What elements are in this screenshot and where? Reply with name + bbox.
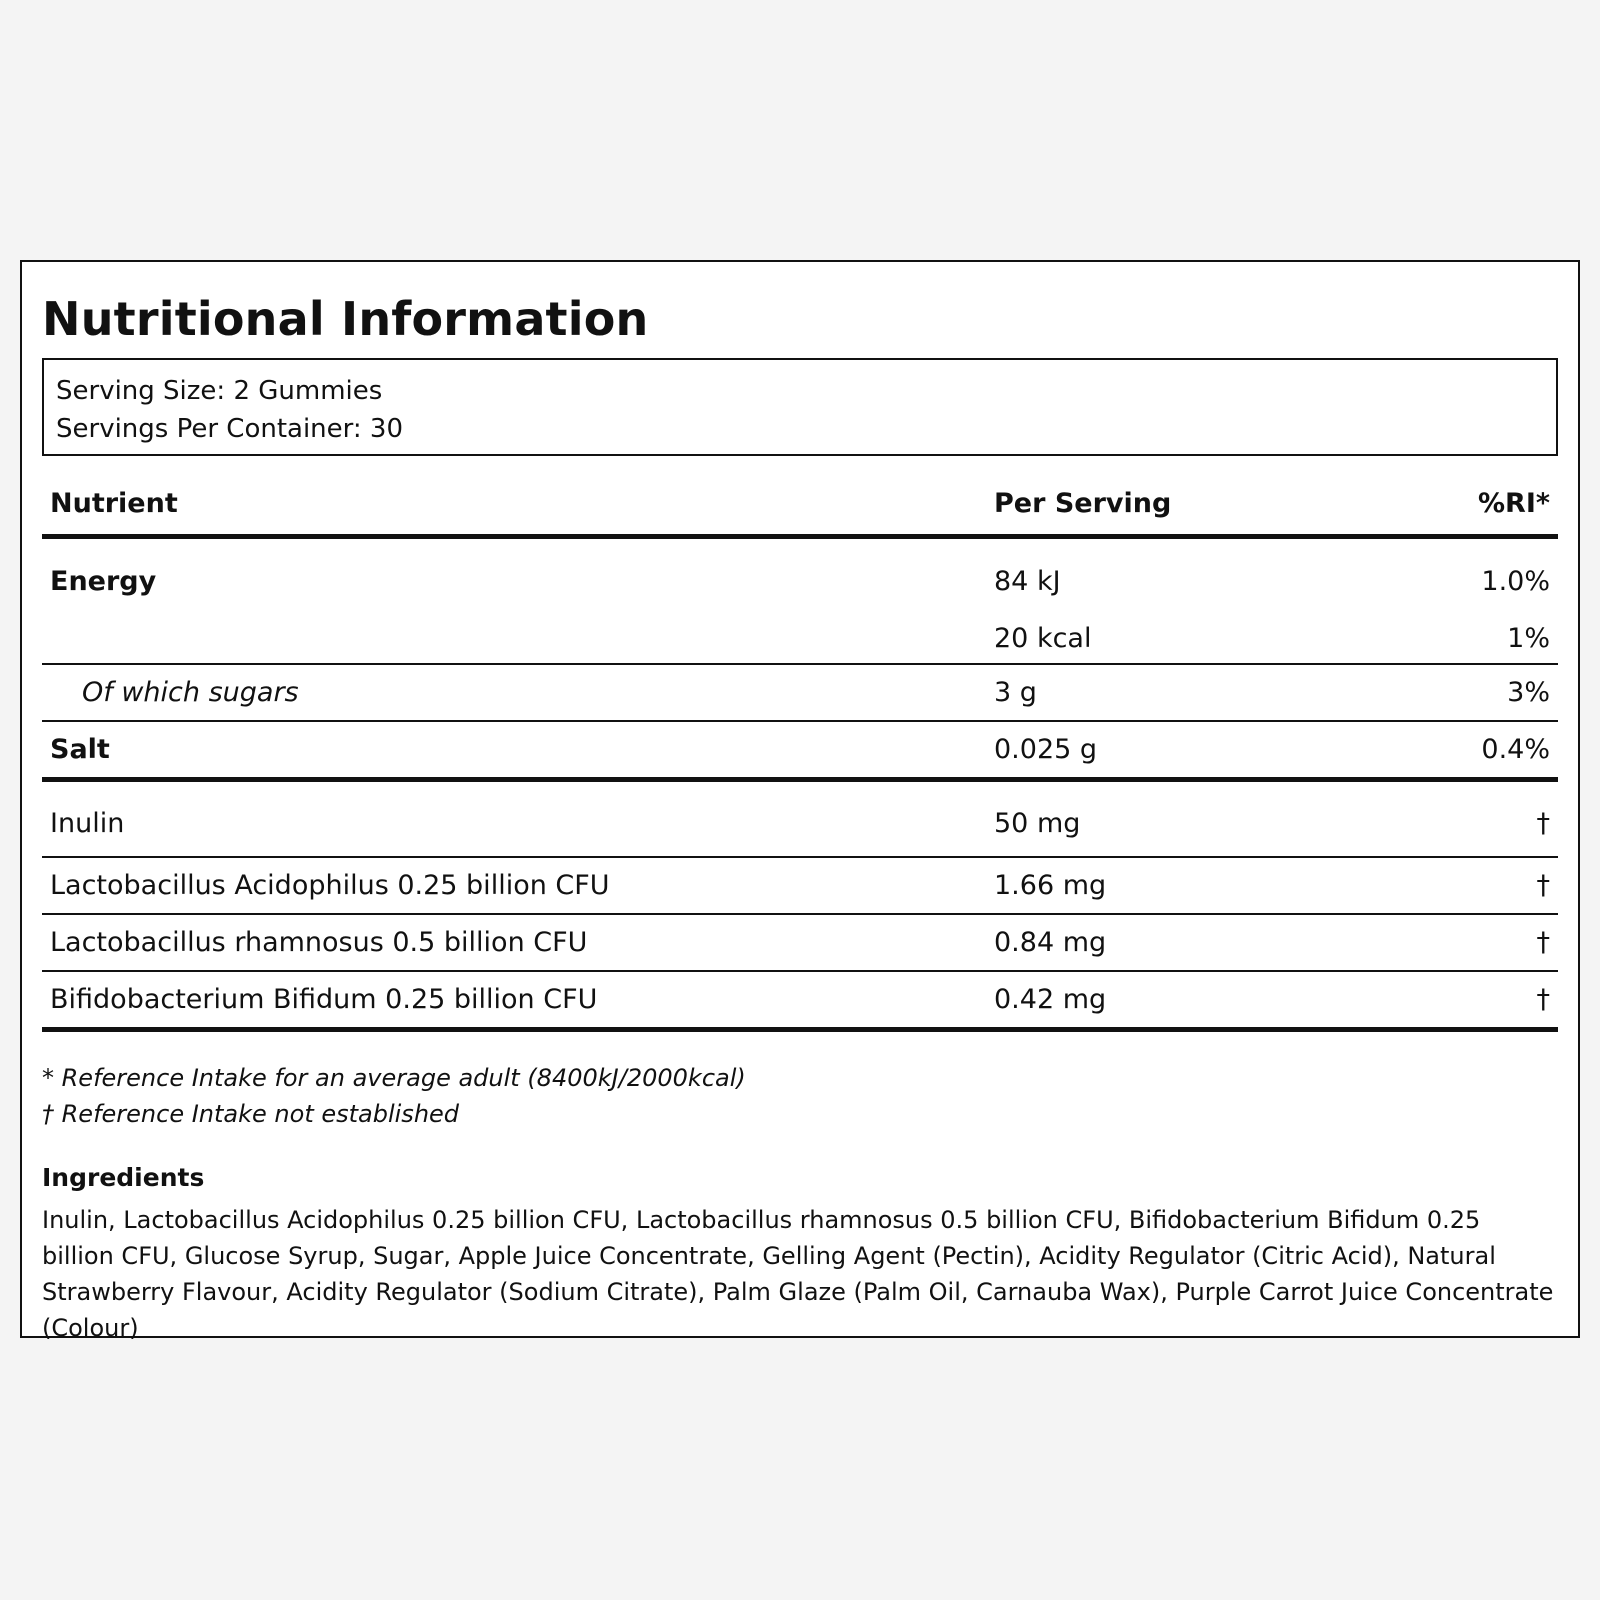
header-ri: %RI* — [1392, 478, 1558, 537]
ingredients-text: Inulin, Lactobacillus Acidophilus 0.25 billion CFU, Lactobacillus rhamnosus 0.5 billion CFU, Bifidobacterium Bifidum 0.25 billion CFU, Glucose Syrup, Sugar, Apple Juice Concentrate, Gelling Agent (Pectin), Acidity Regulator (Citric Acid), Natural Strawberry Flavour, Acidity Regulator (Sodium Citrate), Palm Glaze (Palm Oil, Carnauba Wax), Purple Carrot Juice Concentrate (Colour) — [42, 1206, 1554, 1342]
nutrient-name: Of which sugars — [42, 664, 986, 721]
table-row — [42, 971, 1558, 1030]
nutrient-name: Lactobacillus rhamnosus 0.5 billion CFU — [42, 914, 986, 971]
ri-value: † — [1392, 857, 1558, 914]
ri-value: 1% — [1392, 613, 1558, 664]
nutrition-panel — [20, 260, 1580, 1342]
ri-value: † — [1392, 780, 1558, 858]
ri-value: 1.0% — [1481, 565, 1550, 597]
per-serving-value: 3 g — [986, 664, 1392, 721]
nutrition-table — [42, 478, 1558, 1032]
table-row — [42, 857, 1558, 914]
per-serving-value: 1.66 mg — [986, 857, 1392, 914]
per-serving-value: 0.84 mg — [986, 914, 1392, 971]
ri-value: 3% — [1392, 664, 1558, 721]
table-row — [42, 780, 1558, 858]
nutrient-name: Energy — [50, 565, 157, 597]
table-row — [42, 721, 1558, 780]
servings-per-container: Servings Per Container: 30 — [56, 414, 404, 444]
per-serving-value: 20 kcal — [986, 613, 1392, 664]
per-serving-value: 0.025 g — [986, 721, 1392, 780]
nutrient-name: Salt — [42, 721, 986, 780]
table-row — [42, 664, 1558, 721]
header-per-serving: Per Serving — [986, 478, 1392, 537]
table-header-row — [42, 478, 1558, 537]
table-row — [42, 537, 1558, 614]
footnote-not-established: † Reference Intake not established — [42, 1100, 460, 1128]
nutrient-name: Lactobacillus Acidophilus 0.25 billion CFU — [42, 857, 986, 914]
nutrient-name: Inulin — [42, 780, 986, 858]
per-serving-value: 84 kJ — [994, 565, 1061, 597]
ri-value: † — [1392, 914, 1558, 971]
ri-value: 0.4% — [1392, 721, 1558, 780]
serving-size: Serving Size: 2 Gummies — [56, 376, 383, 406]
ri-value: † — [1392, 971, 1558, 1030]
nutrient-name — [42, 613, 986, 664]
serving-info-box — [42, 358, 1558, 456]
footnotes — [42, 1060, 1558, 1132]
nutrient-name: Bifidobacterium Bifidum 0.25 billion CFU — [42, 971, 986, 1030]
table-row — [42, 613, 1558, 664]
ingredients-heading: Ingredients — [42, 1163, 205, 1192]
header-nutrient: Nutrient — [42, 478, 986, 537]
page-title: Nutritional Information — [42, 292, 649, 346]
per-serving-value: 0.42 mg — [986, 971, 1392, 1030]
footnote-ri: * Reference Intake for an average adult (8400kJ/2000kcal) — [42, 1064, 746, 1092]
table-row — [42, 914, 1558, 971]
per-serving-value: 50 mg — [986, 780, 1392, 858]
